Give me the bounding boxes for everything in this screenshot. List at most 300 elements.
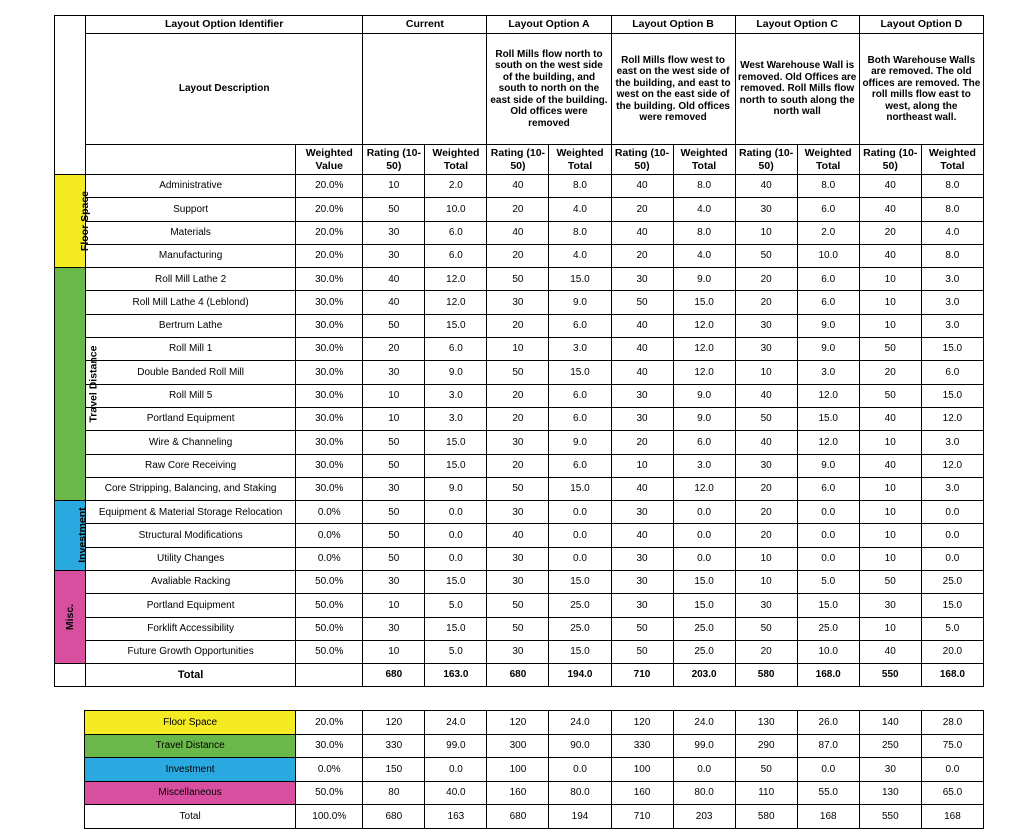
rating-cell: 50 — [363, 314, 425, 337]
identifier-header: Layout Option Identifier — [86, 16, 363, 34]
weighted-total-cell: 4.0 — [921, 221, 983, 244]
rating-cell: 30 — [363, 361, 425, 384]
weighted-total-cell: 15.0 — [921, 338, 983, 361]
rating-cell: 50 — [859, 571, 921, 594]
weighted-total-cell: 0.0 — [549, 524, 611, 547]
summary-label: Total — [85, 805, 296, 829]
weighted-total-cell: 12.0 — [673, 314, 735, 337]
rating-cell: 40 — [735, 384, 797, 407]
weighted-total-cell: 8.0 — [673, 175, 735, 198]
rating-cell: 40 — [859, 454, 921, 477]
rating-cell: 30 — [487, 291, 549, 314]
rating-cell: 10 — [859, 501, 921, 524]
rating-cell: 30 — [487, 640, 549, 663]
weighted-total-cell: 3.0 — [425, 407, 487, 430]
summary-weighted: 0.0 — [921, 758, 983, 782]
weighted-total-cell: 12.0 — [425, 268, 487, 291]
weighted-total-cell: 2.0 — [425, 175, 487, 198]
weighted-total-cell: 15.0 — [549, 571, 611, 594]
rating-cell: 50 — [363, 198, 425, 221]
total-weighted: 168.0 — [921, 664, 983, 687]
criteria-row — [55, 338, 984, 361]
criteria-label: Core Stripping, Balancing, and Staking — [86, 477, 296, 500]
rating-cell: 30 — [363, 221, 425, 244]
weighted-total-cell: 2.0 — [797, 221, 859, 244]
weighted-total-cell: 25.0 — [549, 594, 611, 617]
summary-weighted: 0.0 — [797, 758, 859, 782]
criteria-label: Administrative — [86, 175, 296, 198]
weighted-value: 20.0% — [296, 244, 363, 267]
weighted-total-header: Weighted Total — [549, 145, 611, 175]
summary-rating: 140 — [859, 711, 921, 735]
weighted-total-cell: 8.0 — [921, 175, 983, 198]
weighted-total-cell: 6.0 — [797, 291, 859, 314]
rating-cell: 40 — [363, 291, 425, 314]
criteria-row — [55, 407, 984, 430]
weighted-value: 50.0% — [296, 640, 363, 663]
weighted-value: 0.0% — [296, 524, 363, 547]
rating-cell: 40 — [859, 175, 921, 198]
summary-weight: 30.0% — [296, 734, 363, 758]
criteria-row — [55, 221, 984, 244]
summary-row — [85, 781, 984, 805]
rating-header: Rating (10-50) — [363, 145, 425, 175]
weighted-total-cell: 12.0 — [921, 454, 983, 477]
total-weighted: 163.0 — [425, 664, 487, 687]
weighted-total-cell: 15.0 — [425, 431, 487, 454]
weighted-total-cell: 25.0 — [673, 617, 735, 640]
summary-label: Miscellaneous — [85, 781, 296, 805]
rating-cell: 50 — [363, 524, 425, 547]
rating-cell: 10 — [859, 477, 921, 500]
weighted-value: 30.0% — [296, 268, 363, 291]
criteria-label: Roll Mill Lathe 2 — [86, 268, 296, 291]
weighted-total-cell: 5.0 — [797, 571, 859, 594]
summary-weighted: 24.0 — [425, 711, 487, 735]
weighted-total-cell: 6.0 — [425, 244, 487, 267]
rating-cell: 40 — [487, 221, 549, 244]
rating-cell: 40 — [859, 198, 921, 221]
summary-weighted: 87.0 — [797, 734, 859, 758]
weighted-total-cell: 20.0 — [921, 640, 983, 663]
criteria-label: Materials — [86, 221, 296, 244]
option-b-description: Roll Mills flow west to east on the west side of the building, and east to west on the east side of the building. Old offices were removed — [611, 34, 735, 145]
rating-cell: 50 — [363, 501, 425, 524]
weighted-total-cell: 9.0 — [797, 338, 859, 361]
weighted-total-cell: 15.0 — [425, 571, 487, 594]
weighted-total-cell: 0.0 — [425, 547, 487, 570]
weighted-total-cell: 3.0 — [673, 454, 735, 477]
category-label-cell — [55, 571, 86, 664]
weighted-total-cell: 5.0 — [425, 640, 487, 663]
category-label: Misc. — [63, 603, 76, 631]
summary-rating: 550 — [859, 805, 921, 829]
total-weighted: 168.0 — [797, 664, 859, 687]
weighted-value: 0.0% — [296, 501, 363, 524]
weighted-total-cell: 0.0 — [425, 524, 487, 547]
rating-cell: 30 — [487, 547, 549, 570]
weighted-value: 30.0% — [296, 454, 363, 477]
summary-rating: 110 — [735, 781, 797, 805]
weighted-total-header: Weighted Total — [673, 145, 735, 175]
summary-weighted: 28.0 — [921, 711, 983, 735]
rating-cell: 20 — [735, 291, 797, 314]
rating-cell: 20 — [735, 268, 797, 291]
summary-rating: 330 — [363, 734, 425, 758]
summary-rating: 150 — [363, 758, 425, 782]
weighted-total-cell: 0.0 — [549, 501, 611, 524]
summary-label: Investment — [85, 758, 296, 782]
weighted-total-cell: 25.0 — [921, 571, 983, 594]
rating-cell: 40 — [611, 524, 673, 547]
rating-cell: 30 — [611, 268, 673, 291]
weighted-value: 30.0% — [296, 338, 363, 361]
total-weighted: 203.0 — [673, 664, 735, 687]
weighted-value: 30.0% — [296, 384, 363, 407]
rating-cell: 50 — [487, 617, 549, 640]
weighted-value: 30.0% — [296, 431, 363, 454]
summary-weighted: 55.0 — [797, 781, 859, 805]
rating-cell: 30 — [363, 617, 425, 640]
summary-rating: 30 — [859, 758, 921, 782]
weighted-total-cell: 12.0 — [673, 361, 735, 384]
weighted-value: 30.0% — [296, 407, 363, 430]
criteria-row — [55, 501, 984, 524]
rating-cell: 50 — [611, 291, 673, 314]
summary-weighted: 168 — [797, 805, 859, 829]
category-label: Investment — [76, 507, 89, 564]
rating-cell: 10 — [363, 384, 425, 407]
total-rating: 550 — [859, 664, 921, 687]
criteria-label: Manufacturing — [86, 244, 296, 267]
summary-rating: 100 — [611, 758, 673, 782]
weighted-total-cell: 3.0 — [921, 291, 983, 314]
summary-rating: 300 — [487, 734, 549, 758]
weighted-total-cell: 9.0 — [673, 407, 735, 430]
summary-weighted: 163 — [425, 805, 487, 829]
rating-cell: 30 — [611, 594, 673, 617]
category-label-cell — [55, 175, 92, 268]
criteria-row — [55, 384, 984, 407]
weighted-total-cell: 6.0 — [673, 431, 735, 454]
weighted-total-cell: 0.0 — [921, 547, 983, 570]
weighted-total-cell: 15.0 — [549, 268, 611, 291]
option-d-header: Layout Option D — [859, 16, 983, 34]
criteria-label: Future Growth Opportunities — [86, 640, 296, 663]
rating-cell: 20 — [735, 640, 797, 663]
criteria-label: Structural Modifications — [86, 524, 296, 547]
summary-rating: 120 — [487, 711, 549, 735]
summary-rating: 250 — [859, 734, 921, 758]
summary-row — [85, 711, 984, 735]
rating-cell: 40 — [611, 175, 673, 198]
weighted-total-cell: 4.0 — [549, 198, 611, 221]
summary-rating: 50 — [735, 758, 797, 782]
rating-cell: 30 — [487, 431, 549, 454]
category-label: Floor Space — [79, 190, 92, 251]
rating-cell: 50 — [859, 338, 921, 361]
option-a-header: Layout Option A — [487, 16, 611, 34]
rating-cell: 40 — [859, 640, 921, 663]
weighted-total-cell: 9.0 — [549, 431, 611, 454]
rating-cell: 20 — [487, 198, 549, 221]
criteria-row — [55, 431, 984, 454]
rating-cell: 30 — [611, 384, 673, 407]
weighted-total-cell: 0.0 — [425, 501, 487, 524]
rating-cell: 10 — [735, 571, 797, 594]
weighted-total-cell: 25.0 — [673, 640, 735, 663]
rating-cell: 30 — [735, 198, 797, 221]
weighted-total-cell: 6.0 — [549, 407, 611, 430]
rating-cell: 50 — [487, 477, 549, 500]
rating-header: Rating (10-50) — [487, 145, 549, 175]
rating-cell: 40 — [611, 221, 673, 244]
category-label: Travel Distance — [87, 345, 100, 423]
rating-cell: 30 — [611, 501, 673, 524]
rating-cell: 30 — [611, 547, 673, 570]
summary-weighted: 40.0 — [425, 781, 487, 805]
weighted-total-cell: 3.0 — [921, 314, 983, 337]
weighted-total-cell: 0.0 — [673, 524, 735, 547]
weighted-total-cell: 6.0 — [549, 454, 611, 477]
rating-cell: 10 — [859, 314, 921, 337]
weighted-total-cell: 3.0 — [921, 268, 983, 291]
layout-description-label: Layout Description — [86, 34, 363, 145]
summary-weighted: 168 — [921, 805, 983, 829]
weighted-total-header: Weighted Total — [797, 145, 859, 175]
summary-rating: 120 — [363, 711, 425, 735]
rating-cell: 10 — [487, 338, 549, 361]
rating-cell: 10 — [859, 617, 921, 640]
summary-rating: 160 — [487, 781, 549, 805]
rating-cell: 10 — [363, 407, 425, 430]
weighted-total-cell: 8.0 — [921, 244, 983, 267]
summary-label: Travel Distance — [85, 734, 296, 758]
summary-weight: 100.0% — [296, 805, 363, 829]
rating-cell: 30 — [363, 244, 425, 267]
weighted-total-cell: 9.0 — [425, 477, 487, 500]
summary-weighted: 99.0 — [673, 734, 735, 758]
weighted-total-cell: 4.0 — [549, 244, 611, 267]
weighted-total-cell: 15.0 — [921, 384, 983, 407]
weighted-total-cell: 15.0 — [549, 361, 611, 384]
rating-cell: 10 — [363, 175, 425, 198]
weighted-value: 50.0% — [296, 594, 363, 617]
criteria-label: Portland Equipment — [86, 407, 296, 430]
rating-cell: 20 — [363, 338, 425, 361]
summary-weighted: 194 — [549, 805, 611, 829]
rating-cell: 40 — [487, 175, 549, 198]
criteria-label: Raw Core Receiving — [86, 454, 296, 477]
total-rating: 580 — [735, 664, 797, 687]
criteria-label: Avaliable Racking — [86, 571, 296, 594]
criteria-row — [55, 617, 984, 640]
criteria-row — [55, 547, 984, 570]
weighted-total-cell: 8.0 — [549, 221, 611, 244]
summary-rating: 290 — [735, 734, 797, 758]
criteria-label: Roll Mill Lathe 4 (Leblond) — [86, 291, 296, 314]
rating-cell: 40 — [363, 268, 425, 291]
weighted-total-cell: 9.0 — [673, 384, 735, 407]
rating-cell: 50 — [735, 617, 797, 640]
current-description — [363, 34, 487, 145]
rating-header: Rating (10-50) — [859, 145, 921, 175]
weighted-total-cell: 6.0 — [797, 268, 859, 291]
weighted-total-cell: 15.0 — [673, 594, 735, 617]
criteria-label: Portland Equipment — [86, 594, 296, 617]
rating-cell: 50 — [735, 244, 797, 267]
criteria-label: Roll Mill 5 — [86, 384, 296, 407]
weighted-total-cell: 9.0 — [673, 268, 735, 291]
summary-rating: 130 — [735, 711, 797, 735]
summary-row — [85, 758, 984, 782]
summary-weight: 20.0% — [296, 711, 363, 735]
weighted-total-cell: 6.0 — [921, 361, 983, 384]
summary-rating: 680 — [363, 805, 425, 829]
rating-cell: 50 — [859, 384, 921, 407]
rating-cell: 40 — [859, 407, 921, 430]
weighted-total-cell: 25.0 — [797, 617, 859, 640]
summary-weighted: 75.0 — [921, 734, 983, 758]
total-blank-cell — [55, 664, 86, 687]
rating-cell: 40 — [611, 338, 673, 361]
criteria-row — [55, 198, 984, 221]
rating-cell: 20 — [735, 477, 797, 500]
criteria-row — [55, 477, 984, 500]
rating-cell: 20 — [487, 244, 549, 267]
rating-cell: 40 — [611, 314, 673, 337]
summary-label: Floor Space — [85, 711, 296, 735]
criteria-row — [55, 571, 984, 594]
rating-cell: 10 — [859, 524, 921, 547]
weighted-total-cell: 12.0 — [797, 384, 859, 407]
summary-weighted: 99.0 — [425, 734, 487, 758]
rating-cell: 20 — [611, 244, 673, 267]
weighted-value: 30.0% — [296, 361, 363, 384]
rating-header: Rating (10-50) — [735, 145, 797, 175]
total-weighted: 194.0 — [549, 664, 611, 687]
current-header: Current — [363, 16, 487, 34]
summary-weighted: 24.0 — [673, 711, 735, 735]
weighted-total-cell: 15.0 — [425, 454, 487, 477]
criteria-row — [55, 640, 984, 663]
option-d-description: Both Warehouse Walls are removed. The old offices are removed. The roll mills flow east to west, along the northeast wall. — [859, 34, 983, 145]
rating-cell: 40 — [487, 524, 549, 547]
weighted-total-cell: 15.0 — [797, 594, 859, 617]
weighted-value: 0.0% — [296, 547, 363, 570]
option-c-header: Layout Option C — [735, 16, 859, 34]
summary-weighted: 0.0 — [673, 758, 735, 782]
summary-table — [84, 710, 984, 829]
rating-cell: 20 — [735, 501, 797, 524]
weighted-total-cell: 6.0 — [425, 221, 487, 244]
weighted-value-header: Weighted Value — [296, 145, 363, 175]
total-rating: 680 — [487, 664, 549, 687]
rating-cell: 40 — [611, 361, 673, 384]
weighted-total-cell: 0.0 — [673, 501, 735, 524]
weighted-total-cell: 15.0 — [425, 617, 487, 640]
weighted-total-cell: 0.0 — [797, 524, 859, 547]
criteria-label: Support — [86, 198, 296, 221]
weighted-total-cell: 10.0 — [797, 244, 859, 267]
weighted-total-cell: 9.0 — [549, 291, 611, 314]
weighted-total-cell: 15.0 — [673, 571, 735, 594]
rating-cell: 30 — [487, 571, 549, 594]
criteria-row — [55, 314, 984, 337]
rating-cell: 20 — [735, 524, 797, 547]
total-rating: 710 — [611, 664, 673, 687]
weighted-total-cell: 8.0 — [797, 175, 859, 198]
summary-rating: 330 — [611, 734, 673, 758]
weighted-value: 30.0% — [296, 291, 363, 314]
rating-cell: 50 — [735, 407, 797, 430]
summary-rating: 710 — [611, 805, 673, 829]
weighted-total-cell: 0.0 — [673, 547, 735, 570]
total-label: Total — [86, 664, 296, 687]
summary-row — [85, 805, 984, 829]
weighted-total-cell: 0.0 — [797, 501, 859, 524]
summary-weight: 50.0% — [296, 781, 363, 805]
criteria-row — [55, 175, 984, 198]
corner-cell — [55, 16, 86, 175]
criteria-label: Utility Changes — [86, 547, 296, 570]
weighted-total-cell: 3.0 — [425, 384, 487, 407]
weighted-total-cell: 12.0 — [921, 407, 983, 430]
rating-cell: 10 — [363, 594, 425, 617]
weighted-total-cell: 6.0 — [549, 384, 611, 407]
rating-cell: 50 — [363, 454, 425, 477]
rating-cell: 20 — [611, 431, 673, 454]
weighted-total-cell: 15.0 — [797, 407, 859, 430]
weighted-total-header: Weighted Total — [921, 145, 983, 175]
rating-cell: 50 — [487, 268, 549, 291]
rating-cell: 30 — [611, 407, 673, 430]
weighted-total-cell: 0.0 — [549, 547, 611, 570]
weighted-value: 50.0% — [296, 571, 363, 594]
rating-cell: 20 — [487, 407, 549, 430]
rating-cell: 50 — [611, 617, 673, 640]
rating-cell: 20 — [611, 198, 673, 221]
criteria-label: Roll Mill 1 — [86, 338, 296, 361]
weighted-total-cell: 25.0 — [549, 617, 611, 640]
rating-cell: 20 — [487, 454, 549, 477]
rating-cell: 30 — [487, 501, 549, 524]
rating-cell: 30 — [735, 338, 797, 361]
criteria-row — [55, 454, 984, 477]
rating-cell: 30 — [735, 454, 797, 477]
rating-cell: 40 — [611, 477, 673, 500]
summary-rating: 160 — [611, 781, 673, 805]
weighted-total-cell: 8.0 — [921, 198, 983, 221]
total-weight — [296, 664, 363, 687]
weighted-total-cell: 10.0 — [425, 198, 487, 221]
weighted-total-cell: 8.0 — [549, 175, 611, 198]
option-a-description: Roll Mills flow north to south on the west side of the building, and south to north on the east side of the building. Old offices were removed — [487, 34, 611, 145]
summary-weighted: 26.0 — [797, 711, 859, 735]
summary-rating: 120 — [611, 711, 673, 735]
rating-cell: 30 — [363, 571, 425, 594]
weighted-total-cell: 3.0 — [921, 477, 983, 500]
weighted-total-cell: 12.0 — [425, 291, 487, 314]
rating-cell: 30 — [859, 594, 921, 617]
rating-cell: 10 — [735, 221, 797, 244]
rating-cell: 10 — [859, 431, 921, 454]
weighted-total-header: Weighted Total — [425, 145, 487, 175]
summary-weighted: 80.0 — [673, 781, 735, 805]
summary-weighted: 90.0 — [549, 734, 611, 758]
criteria-label: Double Banded Roll Mill — [86, 361, 296, 384]
rating-cell: 10 — [735, 547, 797, 570]
